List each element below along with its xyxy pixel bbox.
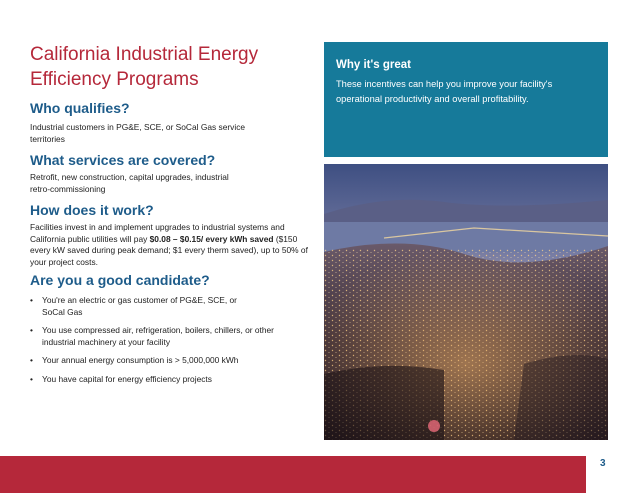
callout-body: These incentives can help you improve your facility's operational productivity and overall profitability. xyxy=(336,79,553,104)
footer-bar xyxy=(0,448,638,493)
section-heading-services: What services are covered? xyxy=(30,152,216,168)
section-heading-how-it-works: How does it work? xyxy=(30,202,154,218)
bullet-item: • You use compressed air, refrigeration, boilers, chillers, or other industrial machinery at your facility xyxy=(30,325,292,348)
section-body-how-it-works xyxy=(30,222,320,268)
section-heading-candidate: Are you a good candidate? xyxy=(30,272,210,288)
section-body-who-qualifies: Industrial customers in PG&E, SCE, or SoCal Gas service territories xyxy=(30,122,246,144)
how-body-text-2: ($150 every kW saved during peak demand; $1 every therm saved), up to 50% of your project costs. xyxy=(30,233,308,267)
section-heading-who-qualifies: Who qualifies? xyxy=(30,100,130,116)
how-body-text-1: Facilities invest in and implement upgrades to industrial systems and California public utilities will pay xyxy=(30,222,285,244)
page-title: California Industrial Energy Efficiency Programs xyxy=(30,44,259,90)
bullet-item: • You're an electric or gas customer of PG&E, SCE, or SoCal Gas xyxy=(30,295,262,318)
footer-red-band xyxy=(0,456,586,493)
section-body-services: Retrofit, new construction, capital upgrades, industrial retro-commissioning xyxy=(30,172,229,194)
how-body-rate: $0.08 – $0.15/ every kWh saved xyxy=(149,233,274,244)
callout-heading: Why it's great xyxy=(336,59,411,71)
city-night-photo xyxy=(324,164,608,440)
candidate-bullet-list xyxy=(30,295,320,392)
page-number: 3 xyxy=(600,458,606,469)
bullet-item: • Your annual energy consumption is > 5,000,000 kWh xyxy=(30,355,320,367)
bullet-item: • You have capital for energy efficiency projects xyxy=(30,374,320,386)
why-great-callout xyxy=(324,42,608,157)
